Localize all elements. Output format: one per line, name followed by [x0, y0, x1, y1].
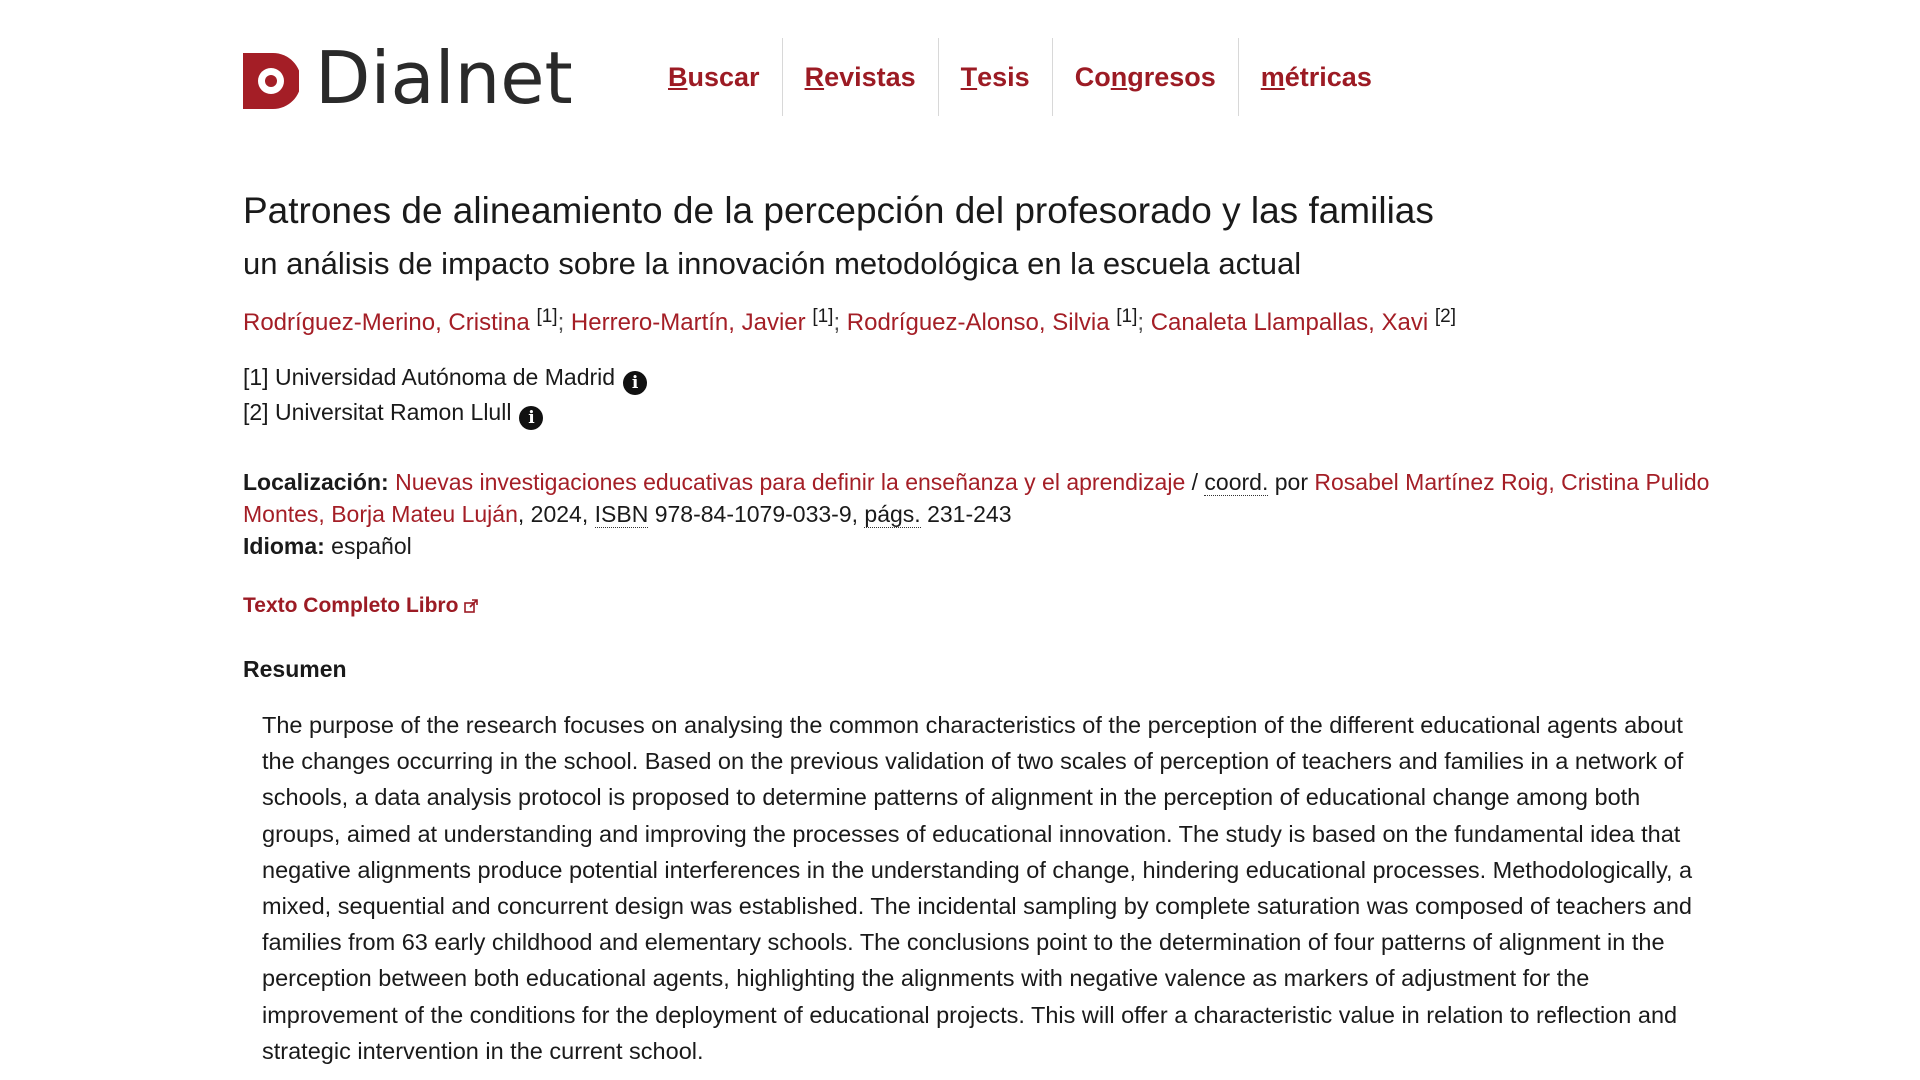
fulltext-link[interactable]: [243, 594, 478, 618]
idioma-row: [243, 530, 1713, 562]
author-link[interactable]: Herrero-Martín, Javier: [570, 309, 806, 336]
author-separator: ;: [557, 309, 565, 336]
por-text: por: [1268, 469, 1315, 495]
resumen-heading: Resumen: [243, 656, 347, 682]
fulltext-label: Texto Completo Libro: [243, 594, 459, 617]
info-icon[interactable]: i: [623, 371, 647, 395]
affiliation-label: [1] Universidad Autónoma de Madrid: [243, 364, 616, 390]
coord-abbr: coord.: [1204, 469, 1269, 495]
affiliation-item: [243, 360, 647, 395]
localizacion-block: [243, 466, 1713, 562]
pages-value: 231-243: [920, 501, 1012, 527]
idioma-label: Idioma:: [243, 533, 325, 559]
year-text: , 2024,: [517, 501, 595, 527]
book-link[interactable]: Nuevas investigaciones educativas para definir la enseñanza y el aprendizaje: [395, 469, 1186, 495]
affiliation-ref: [1]: [812, 306, 834, 327]
affiliation-ref: [2]: [1434, 306, 1457, 327]
author-link[interactable]: Canaleta Llampallas, Xavi: [1150, 309, 1429, 336]
isbn-abbr: ISBN: [594, 501, 649, 527]
nav-congresos[interactable]: Co n gresos: [1052, 38, 1238, 116]
authors-list: [243, 306, 1456, 337]
nav-tesis[interactable]: T esis: [938, 38, 1052, 116]
affiliations: [243, 360, 647, 430]
abstract-text: The purpose of the research focuses on analysing the common characteristics of the perception of the different educational agents about the changes occurring in the school. Based on the previous validation of two scales of perception of teachers and families in a network of schools, a data analysis protocol is proposed to determine patterns of alignment in the perception of educational change among both groups, aimed at understanding and improving the processes of educational innovation. The study is based on the fundamental idea that negative alignments produce potential interferences in the understanding of change, hindering educational processes. Methodologically, a mixed, sequential and concurrent design was established. The incidental sampling by complete saturation was composed of teachers and families from 63 early childhood and elementary schools. The conclusions point to the determination of four patterns of alignment in the perception between both educational agents, highlighting the alignments with negative valence as markers of adjustment for the improvement of the conditions for the deployment of educational projects. This will offer a characteristic value in relation to reflection and strategic intervention in the current school.: [262, 712, 1693, 1064]
site-header: [243, 38, 1703, 118]
affiliation-ref: [1]: [1116, 306, 1138, 327]
affiliation-item: [243, 395, 647, 430]
idioma-value: español: [324, 533, 412, 559]
document-title: Patrones de alineamiento de la percepción del profesorado y las familias: [243, 190, 1434, 231]
external-link-icon: [464, 599, 478, 613]
author-link[interactable]: Rodríguez-Merino, Cristina: [243, 309, 530, 336]
isbn-value: 978-84-1079-033-9,: [648, 501, 865, 527]
brand-name: Dialnet: [315, 36, 573, 120]
author-link[interactable]: Rodríguez-Alonso, Silvia: [846, 309, 1110, 336]
nav-metricas[interactable]: m étricas: [1238, 38, 1394, 116]
affiliation-label: [2] Universitat Ramon Llull: [243, 399, 512, 425]
localizacion-label: Localización:: [243, 469, 389, 495]
pags-abbr: págs.: [864, 501, 921, 527]
nav-buscar[interactable]: B uscar: [668, 61, 760, 92]
affiliation-ref: [1]: [536, 306, 558, 327]
editors-link[interactable]: Rosabel Martínez Roig, Cristina Pulido Montes, Borja Mateu Luján: [243, 469, 1710, 527]
author-separator: ;: [1137, 309, 1145, 336]
author-separator: ;: [833, 309, 841, 336]
dialnet-logo-icon: [243, 53, 299, 109]
document-subtitle: un análisis de impacto sobre la innovación metodológica en la escuela actual: [243, 246, 1302, 281]
nav-revistas[interactable]: R evistas: [782, 38, 938, 116]
slash-text: /: [1185, 469, 1205, 495]
main-nav: [668, 38, 1394, 116]
dialnet-logo[interactable]: [243, 36, 573, 120]
info-icon[interactable]: i: [519, 406, 543, 430]
